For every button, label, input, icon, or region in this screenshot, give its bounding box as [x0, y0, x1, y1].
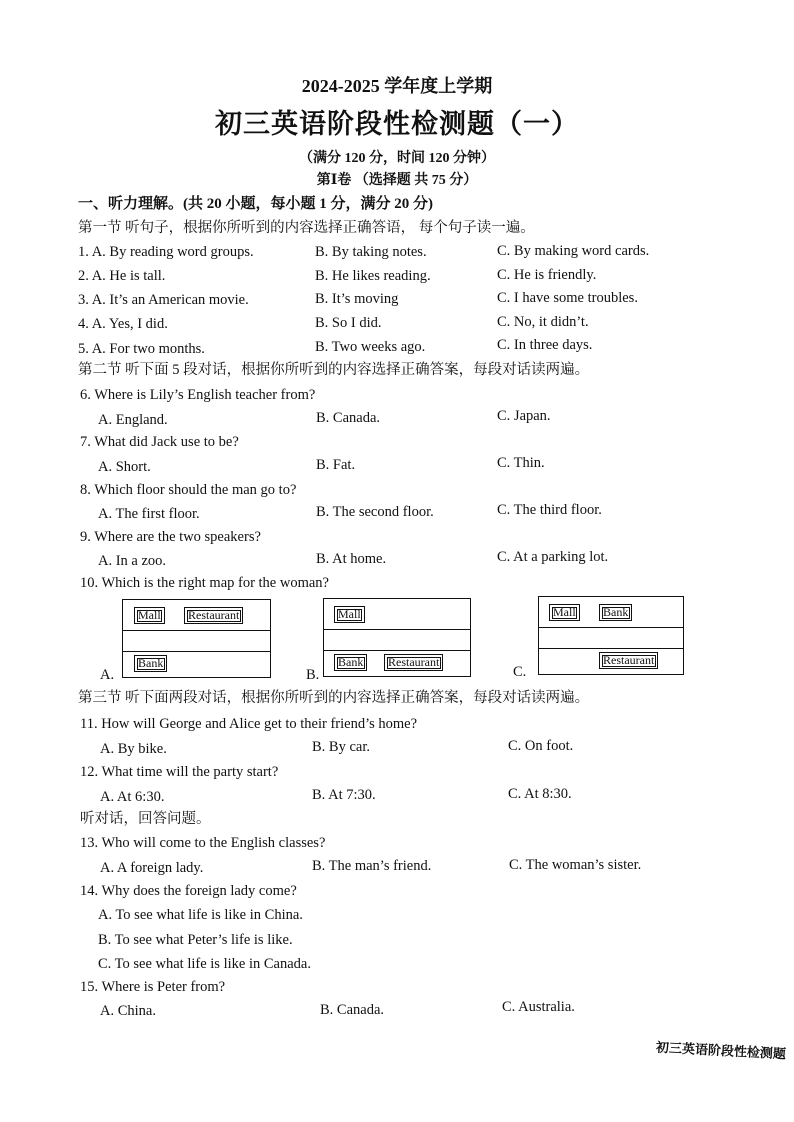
q4-option-b: B. So I did. [315, 315, 382, 331]
q10-label-c: C. [513, 664, 527, 680]
q8-option-a: A. The first floor. [98, 506, 200, 522]
q10-label-b: B. [306, 667, 320, 683]
q13-option-b: B. The man’s friend. [312, 858, 432, 874]
q6-question: 6. Where is Lily’s English teacher from? [80, 387, 316, 403]
q7-option-c: C. Thin. [497, 455, 545, 471]
q14-question: 14. Why does the foreign lady come? [80, 883, 297, 899]
page-footer: 初三英语阶段性检测题 [655, 1039, 787, 1062]
map-c [538, 596, 684, 675]
section2-instruction: 第二节 听下面 5 段对话，根据你所听到的内容选择正确答案，每段对话读两遍。 [78, 362, 590, 378]
exam-info: （满分 120 分，时间 120 分钟） [299, 151, 495, 166]
q9-question: 9. Where are the two speakers? [80, 529, 261, 545]
q8-option-c: C. The third floor. [497, 502, 602, 518]
q12-question: 12. What time will the party start? [80, 764, 279, 780]
q7-option-a: A. Short. [98, 459, 151, 475]
map-a [122, 599, 271, 678]
volume-title: 第Ⅰ卷 （选择题 共 75 分） [316, 173, 478, 188]
q1-option-b: B. By taking notes. [315, 244, 427, 260]
q14-option-a: A. To see what life is like in China. [98, 907, 303, 923]
map-c-road [539, 627, 683, 649]
q12-option-a: A. At 6:30. [100, 789, 165, 805]
q6-option-a: A. England. [98, 412, 168, 428]
q10-label-a: A. [100, 667, 115, 683]
q4-option-c: C. No, it didn’t. [497, 314, 589, 330]
map-c-restaurant: Restaurant [599, 652, 658, 669]
q9-option-b: B. At home. [316, 551, 387, 567]
q3-option-b: B. It’s moving [315, 291, 399, 307]
map-b-mall: Mall [334, 606, 365, 623]
q1-option-a: 1. A. By reading word groups. [78, 244, 254, 260]
map-b-restaurant: Restaurant [384, 654, 443, 671]
listen-answer-instruction: 听对话，回答问题。 [80, 811, 211, 827]
map-c-mall: Mall [549, 604, 580, 621]
q10-question: 10. Which is the right map for the woman? [80, 575, 329, 591]
map-a-restaurant: Restaurant [184, 607, 243, 624]
q8-question: 8. Which floor should the man go to? [80, 482, 297, 498]
q15-option-b: B. Canada. [320, 1002, 385, 1018]
q11-option-a: A. By bike. [100, 741, 167, 757]
q4-option-a: 4. A. Yes, I did. [78, 316, 168, 332]
q12-option-c: C. At 8:30. [508, 786, 572, 802]
q3-option-a: 3. A. It’s an American movie. [78, 292, 249, 308]
q11-option-c: C. On foot. [508, 738, 574, 754]
q5-option-b: B. Two weeks ago. [315, 339, 426, 355]
q2-option-b: B. He likes reading. [315, 268, 431, 284]
q12-option-b: B. At 7:30. [312, 787, 376, 803]
q11-option-b: B. By car. [312, 739, 370, 755]
q3-option-c: C. I have some troubles. [497, 290, 638, 306]
q13-question: 13. Who will come to the English classes? [80, 835, 326, 851]
q15-option-c: C. Australia. [502, 999, 575, 1015]
exam-year: 2024-2025 学年度上学期 [301, 76, 493, 96]
section1-instruction: 第一节 听句子，根据你所听到的内容选择正确答语， 每个句子读一遍。 [78, 220, 535, 236]
section3-instruction: 第三节 听下面两段对话，根据你所听到的内容选择正确答案，每段对话读两遍。 [78, 690, 590, 706]
map-b-road [324, 629, 470, 651]
q7-option-b: B. Fat. [316, 457, 356, 473]
q15-option-a: A. China. [100, 1003, 156, 1019]
q6-option-b: B. Canada. [316, 410, 381, 426]
q9-option-a: A. In a zoo. [98, 553, 167, 569]
q14-option-b: B. To see what Peter’s life is like. [98, 932, 293, 948]
map-c-bank: Bank [599, 604, 632, 621]
exam-title: 初三英语阶段性检测题（一） [215, 109, 579, 139]
map-b-bank: Bank [334, 654, 367, 671]
q9-option-c: C. At a parking lot. [497, 549, 609, 565]
part1-heading: 一、听力理解。(共 20 小题，每小题 1 分，满分 20 分) [78, 196, 433, 212]
map-a-road [123, 630, 270, 652]
q11-question: 11. How will George and Alice get to their friend’s home? [80, 716, 418, 732]
q1-option-c: C. By making word cards. [497, 243, 650, 259]
map-a-bank: Bank [134, 655, 167, 672]
q14-option-c: C. To see what life is like in Canada. [98, 956, 311, 972]
q13-option-a: A. A foreign lady. [100, 860, 204, 876]
q5-option-a: 5. A. For two months. [78, 341, 205, 357]
q13-option-c: C. The woman’s sister. [509, 857, 642, 873]
map-b [323, 598, 471, 677]
q5-option-c: C. In three days. [497, 337, 593, 353]
q2-option-c: C. He is friendly. [497, 267, 597, 283]
map-a-mall: Mall [134, 607, 165, 624]
q8-option-b: B. The second floor. [316, 504, 434, 520]
q2-option-a: 2. A. He is tall. [78, 268, 166, 284]
q6-option-c: C. Japan. [497, 408, 551, 424]
q7-question: 7. What did Jack use to be? [80, 434, 239, 450]
q15-question: 15. Where is Peter from? [80, 979, 226, 995]
